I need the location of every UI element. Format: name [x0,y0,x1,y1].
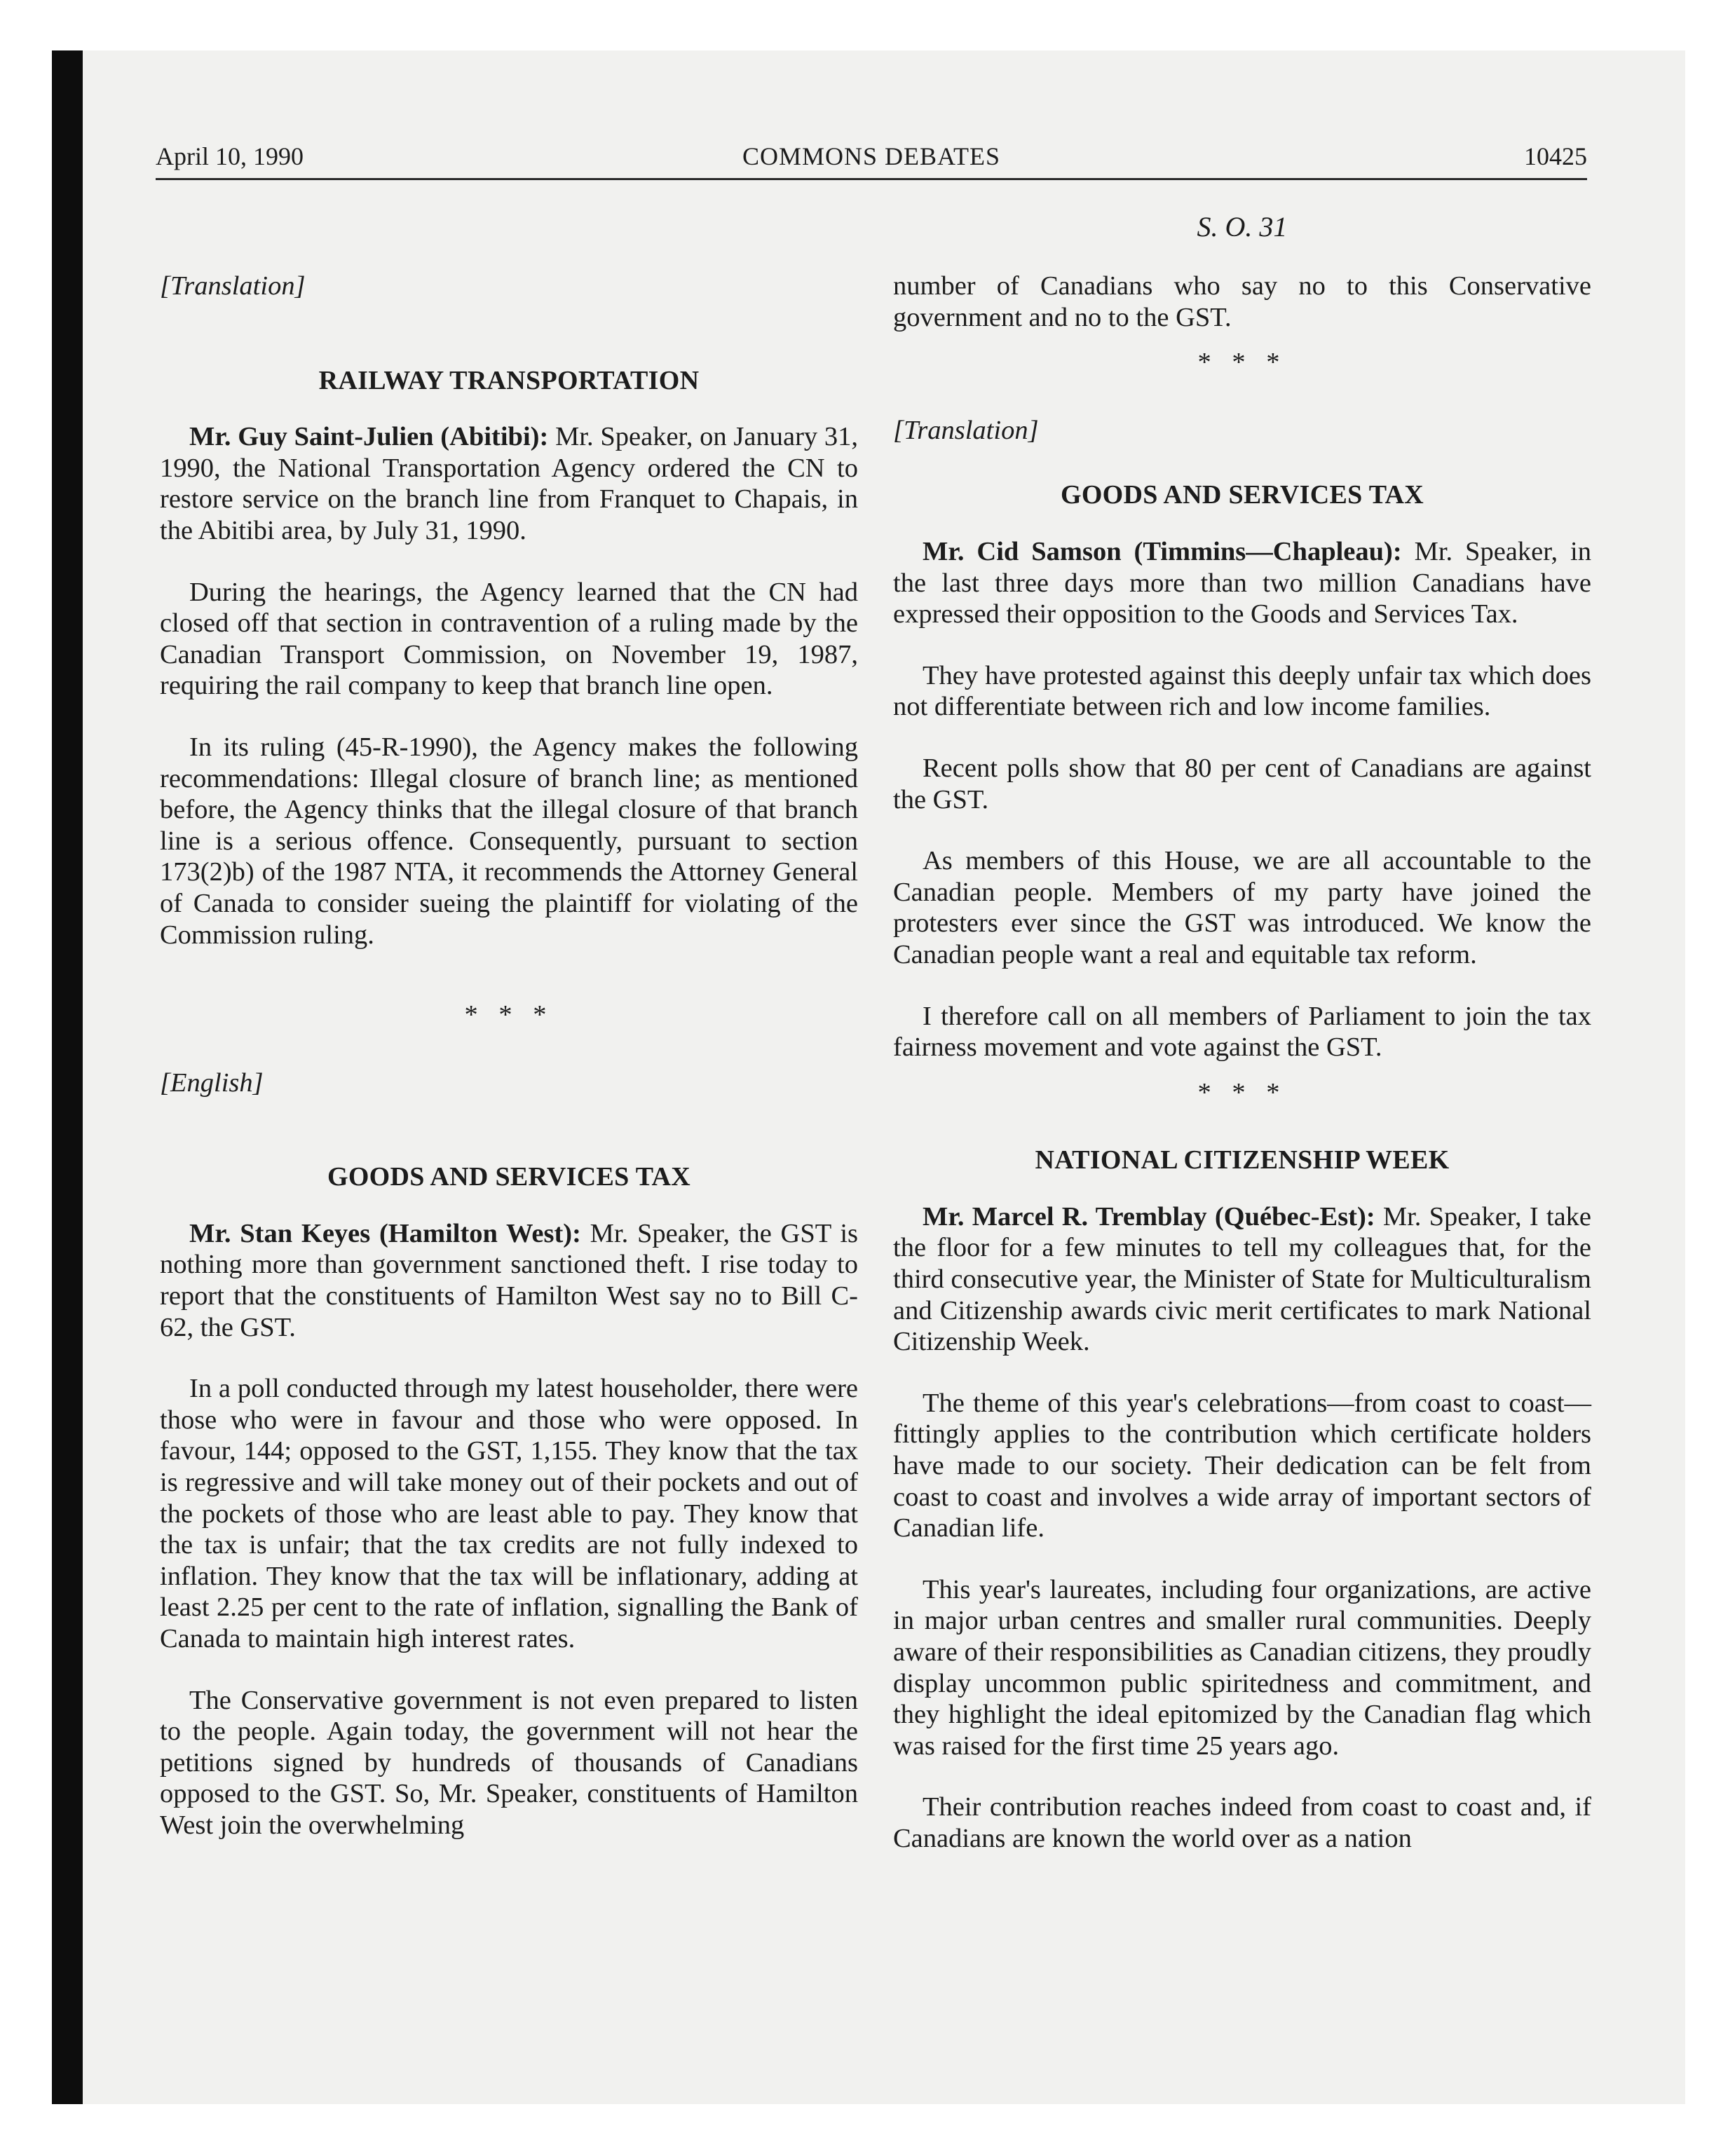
left-column [160,271,858,1871]
speaker-name: Mr. Guy Saint-Julien (Abitibi): [189,422,549,452]
paragraph: This year's laureates, including four organizations, are active in major urban centres and smaller rural communities. Deeply aware of their responsibilities as Canadian citizens, they proudly display uncommon public spiritedness and commitment, and they highlight the ideal epitomized by the Canadian flag which was raised for the first time 25 years ago. [893,1574,1591,1761]
paragraph-text: Mr. Speaker, I take the floor for a few minutes to tell my colleagues that, for the third consecutive year, the Minister of State for Multiculturalism and Citizenship awards civic merit certificates to mark National Citizenship Week. [893,1201,1592,1357]
right-column [893,271,1591,1885]
speaker-name: Mr. Stan Keyes (Hamilton West): [189,1218,581,1248]
paragraph [160,421,858,546]
binding-edge [52,50,83,2104]
section-heading: RAILWAY TRANSPORTATION [318,365,700,395]
paragraph: The theme of this year's celebrations—from coast to coast—fittingly applies to the contribution which certificate holders have made to our society. Their dedication can be felt from coast to coast and involves a wide array of important sectors of Canadian life. [893,1388,1591,1543]
paragraph: The Conservative government is not even prepared to listen to the people. Again today, the government will not hear the petitions signed by hundreds of thousands of Canadians opposed to the GST. So, Mr. Speaker, constituents of Hamilton West join the overwhelming [160,1685,858,1840]
paragraph: Recent polls show that 80 per cent of Canadians are against the GST. [893,753,1591,814]
section-separator: * * * [1197,1077,1287,1107]
paragraph: I therefore call on all members of Parliament to join the tax fairness movement and vote against the GST. [893,1001,1591,1063]
section-separator: * * * [464,1000,554,1030]
paragraph-text: Mr. Speaker, on January 31, 1990, the National Transportation Agency ordered the CN to restore service on the branch line from Franquet to Chapais, in the Abitibi area, by July 31, 1990. [160,422,859,545]
section-heading: GOODS AND SERVICES TAX [1060,480,1424,510]
paragraph: In a poll conducted through my latest householder, there were those who were in favour and those who were opposed. In favour, 144; opposed to the GST, 1,155. They know that the tax is regressive and will take money out of their pockets and out of the pockets of those who are least able to pay. They know that the tax is unfair; that the tax credits are not fully indexed to inflation. They know that the tax will be inflationary, adding at least 2.25 per cent to the rate of inflation, signalling the Bank of Canada to maintain high interest rates. [160,1374,858,1653]
section-heading: NATIONAL CITIZENSHIP WEEK [1035,1145,1450,1175]
paragraph: During the hearings, the Agency learned that the CN had closed off that section in contravention of a ruling made by the Canadian Transport Commission, on November 19, 1987, requiring the rail company to keep that branch line open. [160,577,858,701]
paragraph: In its ruling (45-R-1990), the Agency makes the following recommendations: Illegal closure of branch line; as mentioned before, the Agency thinks that the illegal closure of that branch line is a serious offence. Consequently, pursuant to section 173(2)b) of the 1987 NTA, it recommends the Attorney General of Canada to consider sueing the plaintiff for violating of the Commission ruling. [160,732,858,950]
paragraph: As members of this House, we are all accountable to the Canadian people. Members of my party have joined the protesters ever since the GST was introduced. We know the Canadian people want a real and equitable tax reform. [893,846,1591,969]
translation-tag: [Translation] [160,271,306,301]
speaker-name: Mr. Cid Samson (Timmins—Chapleau): [923,536,1402,566]
page-number: 10425 [1524,142,1587,170]
paragraph: They have protested against this deeply unfair tax which does not differentiate between rich and low income families. [893,660,1591,722]
section-subheader: S. O. 31 [1197,211,1288,243]
paragraph-text: Mr. Speaker, the GST is nothing more than government sanctioned theft. I rise today to report that the constituents of Hamilton West say no to Bill C-62, the GST. [160,1218,859,1342]
paragraph: number of Canadians who say no to this Conservative government and no to the GST. [893,271,1591,332]
section-heading: GOODS AND SERVICES TAX [327,1162,691,1192]
page-header [156,136,1587,180]
english-tag: [English] [160,1067,264,1098]
paragraph: Their contribution reaches indeed from coast to coast and, if Canadians are known the world over as a nation [893,1792,1591,1853]
paragraph [893,1201,1591,1358]
header-title: COMMONS DEBATES [742,142,1001,170]
paragraph [893,536,1591,630]
speaker-name: Mr. Marcel R. Tremblay (Québec-Est): [923,1201,1375,1231]
header-date: April 10, 1990 [156,142,304,170]
section-separator: * * * [1197,348,1287,378]
paragraph-text: Mr. Speaker, in the last three days more than two million Canadians have expressed their opposition to the Goods and Services Tax. [893,536,1591,629]
paragraph [160,1218,858,1343]
translation-tag: [Translation] [893,415,1039,445]
